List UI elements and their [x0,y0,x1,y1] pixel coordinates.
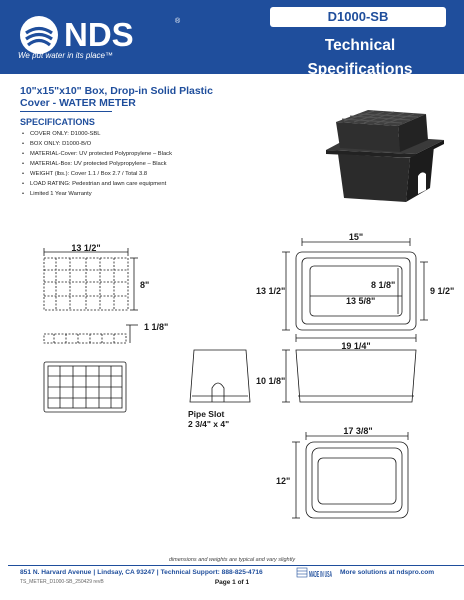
document-id: TS_METER_D1000-SB_250429 revB [20,579,104,585]
spec-item: • WEIGHT (lbs.): Cover 1.1 / Box 2.7 / Total 3.8 [22,169,172,179]
more-solutions-link[interactable]: More solutions at ndspro.com [340,569,435,576]
pipe-slot-title: Pipe Slot [188,409,225,419]
made-in-usa-icon [297,567,333,579]
dim-cover-thickness: 1 1/8" [144,322,169,332]
dim-box-outer-width: 19 1/4" [341,341,371,351]
page-number: Page 1 of 1 [214,579,250,586]
made-in-usa-text: MADE IN USA [309,570,333,579]
specs-heading: SPECIFICATIONS [20,117,95,127]
footer-contact: 851 N. Harvard Avenue | Lindsay, CA 93247 | Technical Support: 888-825-4716 [20,569,263,576]
cover-top-view [44,258,128,310]
dim-bottom-depth: 12" [276,476,291,486]
dim-box-inner-depth: 8 1/8" [371,280,396,290]
dim-box-height: 10 1/8" [256,376,286,386]
spec-item: • BOX ONLY: D1000-B/O [22,139,172,149]
address: 851 N. Harvard Avenue [20,569,92,576]
tagline: We put water in its place™ [18,51,114,60]
disclaimer: dimensions and weights are typical and vary slightly [168,557,296,563]
spec-item: • LOAD RATING: Pedestrian and lawn care equipment [22,179,172,189]
dim-box-top-depth: 13 1/2" [256,286,286,296]
cover-side-view [44,334,126,343]
spec-item: • MATERIAL-Cover: UV protected Polypropylene – Black [22,149,172,159]
logo-wordmark: NDS [64,16,134,53]
part-number-badge: D1000-SB [270,7,446,27]
dim-box-flange-depth: 9 1/2" [430,286,455,296]
support-phone: Technical Support: 888-825-4716 [160,569,263,576]
logo-registered-mark: ® [175,18,181,25]
pipe-slot-size: 2 3/4" x 4" [188,419,230,429]
spec-item: • Limited 1 Year Warranty [22,189,172,199]
dim-box-inner-width: 13 5/8" [346,296,376,306]
spec-item: • MATERIAL-Box: UV protected Polypropylene – Black [22,159,172,169]
box-side-view [190,350,250,402]
pipe-slot-label [188,409,230,429]
box-front-view [296,350,416,402]
dim-cover-depth: 8" [140,280,150,290]
spec-item: • COVER ONLY: D1000-SBL [22,129,172,139]
cover-bottom-view [44,362,126,412]
product-title: 10"x15"x10" Box, Drop-in Solid Plastic Cover - WATER METER [20,85,213,109]
city: Lindsay, CA 93247 [97,569,155,576]
box-bottom-view [306,442,408,518]
dim-bottom-width: 17 3/8" [343,426,373,436]
doc-type-title: Technical Specifications [307,37,413,78]
dim-cover-width: 13 1/2" [71,243,101,253]
dim-box-top-width: 15" [348,232,364,242]
